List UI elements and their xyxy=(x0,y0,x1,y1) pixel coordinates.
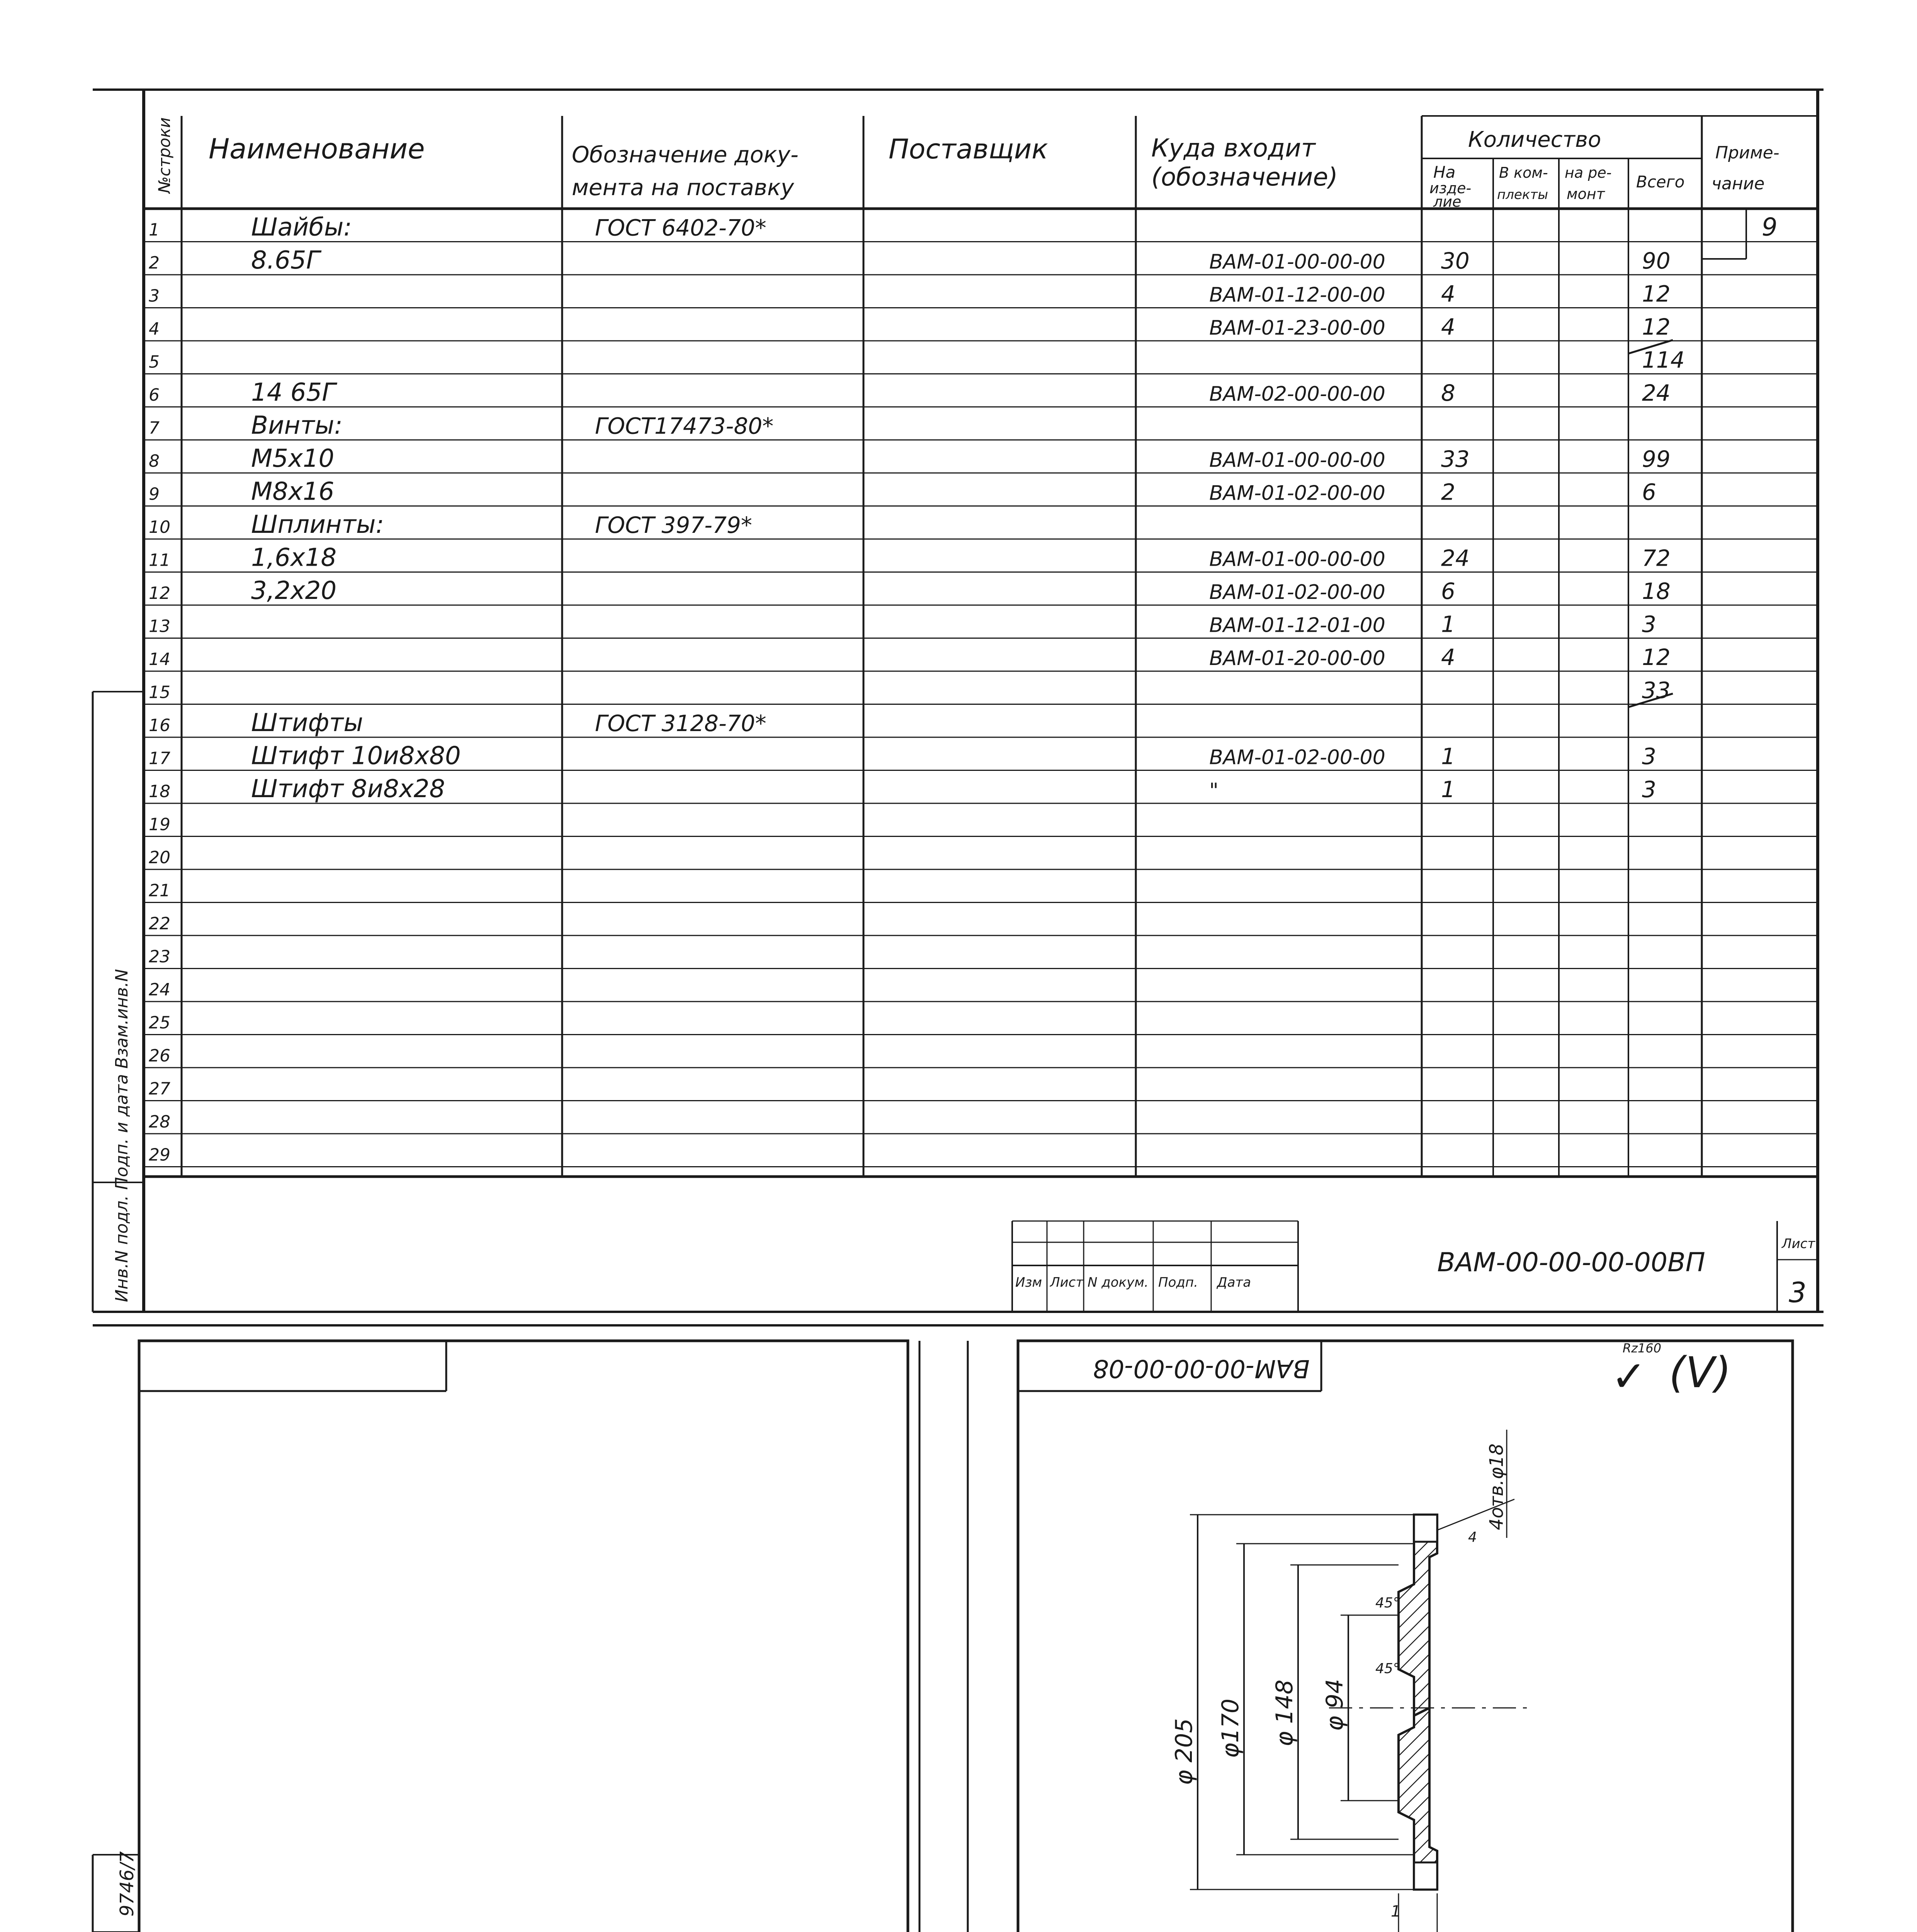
roughness-general: (V) xyxy=(1669,1348,1732,1397)
stamp-list: Лист xyxy=(1050,1275,1084,1290)
row-name: Штифт 10и8х80 xyxy=(251,742,461,770)
row-number: 2 xyxy=(149,253,160,273)
row-number: 16 xyxy=(149,716,170,735)
part-drawing xyxy=(1190,1430,1530,1932)
header-dest-line2: (обозначение) xyxy=(1151,163,1338,192)
row-number: 3 xyxy=(149,286,160,306)
row-qty-total: 99 xyxy=(1642,446,1671,472)
row-name: Винты: xyxy=(251,411,343,440)
left-archive-number: 9746/7 xyxy=(116,1851,138,1917)
row-destination: " xyxy=(1209,779,1219,802)
row-qty-item: 1 xyxy=(1441,743,1455,770)
row-number: 10 xyxy=(149,517,170,537)
header-qty-repair2: монт xyxy=(1567,185,1605,202)
row-name: 1,6х18 xyxy=(251,543,337,572)
row-name: М8х16 xyxy=(251,477,335,506)
header-qty: Количество xyxy=(1468,127,1601,152)
row-name: 8.65Г xyxy=(251,246,320,275)
row-destination: ВАМ-02-00-00-00 xyxy=(1209,383,1385,406)
row-number: 15 xyxy=(149,682,170,702)
row-number: 23 xyxy=(149,947,170,967)
row-number: 14 xyxy=(149,650,170,669)
row-destination: ВАМ-01-00-00-00 xyxy=(1209,548,1385,571)
header-qty-repair: на ре- xyxy=(1565,164,1612,181)
row-name: Штифт 8и8х28 xyxy=(251,775,445,803)
row-qty-total: 3 xyxy=(1642,776,1656,803)
row-qty-total: 90 xyxy=(1642,248,1671,274)
row-number: 22 xyxy=(149,914,170,934)
row-destination: ВАМ-01-00-00-00 xyxy=(1209,250,1385,274)
row-number: 19 xyxy=(149,815,170,835)
row-name: Шплинты: xyxy=(251,510,384,539)
row-number: 4 xyxy=(149,319,160,339)
dim-holes: 4отв.φ18 xyxy=(1486,1443,1507,1530)
row-qty-item: 30 xyxy=(1441,248,1470,274)
row-number: 8 xyxy=(149,451,160,471)
row-qty-item: 6 xyxy=(1441,578,1455,604)
row-number: 29 xyxy=(149,1145,170,1165)
header-doc-line1: Обозначение доку- xyxy=(572,141,799,168)
header-note2: чание xyxy=(1711,174,1765,194)
dim-d205: φ 205 xyxy=(1171,1718,1198,1785)
row-number: 11 xyxy=(149,550,170,570)
spec-sheet-label: Лист xyxy=(1782,1236,1815,1252)
row-qty-item: 4 xyxy=(1441,644,1455,670)
spec-sheet-number: 3 xyxy=(1789,1276,1807,1309)
header-supplier: Поставщик xyxy=(889,133,1048,165)
row-qty-total: 12 xyxy=(1642,644,1671,670)
row-qty-item: 1 xyxy=(1441,611,1455,638)
row-qty-total: 72 xyxy=(1642,545,1671,571)
row-qty-total: 33 xyxy=(1642,677,1671,704)
header-qty-item2: изде- xyxy=(1429,180,1472,197)
dim-chamfer-2: 45° xyxy=(1375,1661,1400,1677)
row-number: 25 xyxy=(149,1013,170,1033)
row-document: ГОСТ 3128-70* xyxy=(595,710,766,736)
row-qty-item: 8 xyxy=(1441,380,1455,406)
row-qty-item: 2 xyxy=(1441,479,1455,505)
dim-chamfer-1: 45° xyxy=(1375,1595,1400,1611)
row-qty-total: 3 xyxy=(1642,611,1656,638)
row-number: 17 xyxy=(149,748,170,769)
row-destination: ВАМ-01-00-00-00 xyxy=(1209,449,1385,472)
spec-document-code: ВАМ-00-00-00-00ВП xyxy=(1437,1247,1705,1278)
row-destination: ВАМ-01-02-00-00 xyxy=(1209,746,1385,769)
row-qty-total: 114 xyxy=(1642,347,1685,373)
row-qty-item: 33 xyxy=(1441,446,1470,472)
header-qty-kit2: плекты xyxy=(1497,187,1548,202)
dim-d94: φ 94 xyxy=(1321,1679,1348,1731)
row-qty-item: 1 xyxy=(1441,776,1455,803)
row-qty-total: 6 xyxy=(1642,479,1656,505)
row-name: Штифты xyxy=(251,709,363,737)
roughness-check-icon: ✓ xyxy=(1611,1352,1647,1401)
dim-one: 1 xyxy=(1391,1903,1401,1920)
stamp-izm: Изм xyxy=(1015,1275,1042,1290)
spec-side-margin: Инв.N подл. Подп. и дата Взам.инв.N xyxy=(112,969,132,1302)
row-number: 5 xyxy=(149,352,160,372)
row-number: 6 xyxy=(149,385,160,405)
dim-d148: φ 148 xyxy=(1271,1679,1298,1747)
row-qty-total: 3 xyxy=(1642,743,1656,770)
row-note: 9 xyxy=(1762,213,1778,242)
row-name: Шайбы: xyxy=(251,213,352,242)
dim-small: 4 xyxy=(1468,1529,1477,1545)
drawing-frame xyxy=(93,1325,1824,1932)
roughness-mark: Rz160 xyxy=(1623,1341,1662,1355)
row-number: 18 xyxy=(149,782,170,801)
row-document: ГОСТ 397-79* xyxy=(595,512,752,538)
dim-d170: φ170 xyxy=(1217,1698,1244,1758)
row-destination: ВАМ-01-02-00-00 xyxy=(1209,481,1385,505)
row-qty-item: 4 xyxy=(1441,281,1455,307)
header-qty-item: На xyxy=(1433,163,1456,182)
row-number: 13 xyxy=(149,616,170,636)
row-number: 20 xyxy=(149,848,170,867)
row-qty-total: 12 xyxy=(1642,314,1671,340)
row-destination: ВАМ-01-23-00-00 xyxy=(1209,316,1385,340)
row-number: 26 xyxy=(149,1046,170,1066)
stamp-podp: Подп. xyxy=(1158,1275,1198,1290)
row-number: 28 xyxy=(149,1112,170,1132)
row-number: 24 xyxy=(149,980,170,1000)
row-document: ГОСТ 6402-70* xyxy=(595,214,766,241)
header-qty-total: Всего xyxy=(1636,172,1685,191)
row-qty-total: 24 xyxy=(1642,380,1671,406)
row-name: 3,2х20 xyxy=(251,577,337,605)
row-number: 27 xyxy=(149,1079,170,1099)
stamp-ndoc: N докум. xyxy=(1088,1275,1149,1290)
row-qty-item: 24 xyxy=(1441,545,1470,571)
header-dest-line1: Куда входит xyxy=(1151,134,1315,163)
row-document: ГОСТ17473-80* xyxy=(595,413,774,439)
row-number: 7 xyxy=(149,418,160,438)
row-destination: ВАМ-01-20-00-00 xyxy=(1209,647,1385,670)
row-destination: ВАМ-01-12-01-00 xyxy=(1209,614,1385,637)
row-destination: ВАМ-01-12-00-00 xyxy=(1209,283,1385,307)
drawing-top-code: ВАМ-00-00-00-08 xyxy=(1093,1354,1310,1383)
header-num: №строки xyxy=(155,117,174,193)
header-doc-line2: мента на поставку xyxy=(572,174,794,201)
row-number: 1 xyxy=(149,220,160,240)
header-name: Наименование xyxy=(209,133,425,165)
row-destination: ВАМ-01-02-00-00 xyxy=(1209,581,1385,604)
header-note: Приме- xyxy=(1715,143,1779,163)
row-name: М5х10 xyxy=(251,444,335,473)
row-number: 21 xyxy=(149,881,170,901)
row-name: 14 65Г xyxy=(251,378,336,407)
row-qty-total: 12 xyxy=(1642,281,1671,307)
row-number: 12 xyxy=(149,583,170,603)
stamp-data: Дата xyxy=(1217,1275,1251,1290)
row-number: 9 xyxy=(149,484,160,504)
header-qty-item3: лие xyxy=(1433,193,1462,210)
row-qty-item: 4 xyxy=(1441,314,1455,340)
header-qty-kit: В ком- xyxy=(1499,164,1548,181)
row-qty-total: 18 xyxy=(1642,578,1671,604)
